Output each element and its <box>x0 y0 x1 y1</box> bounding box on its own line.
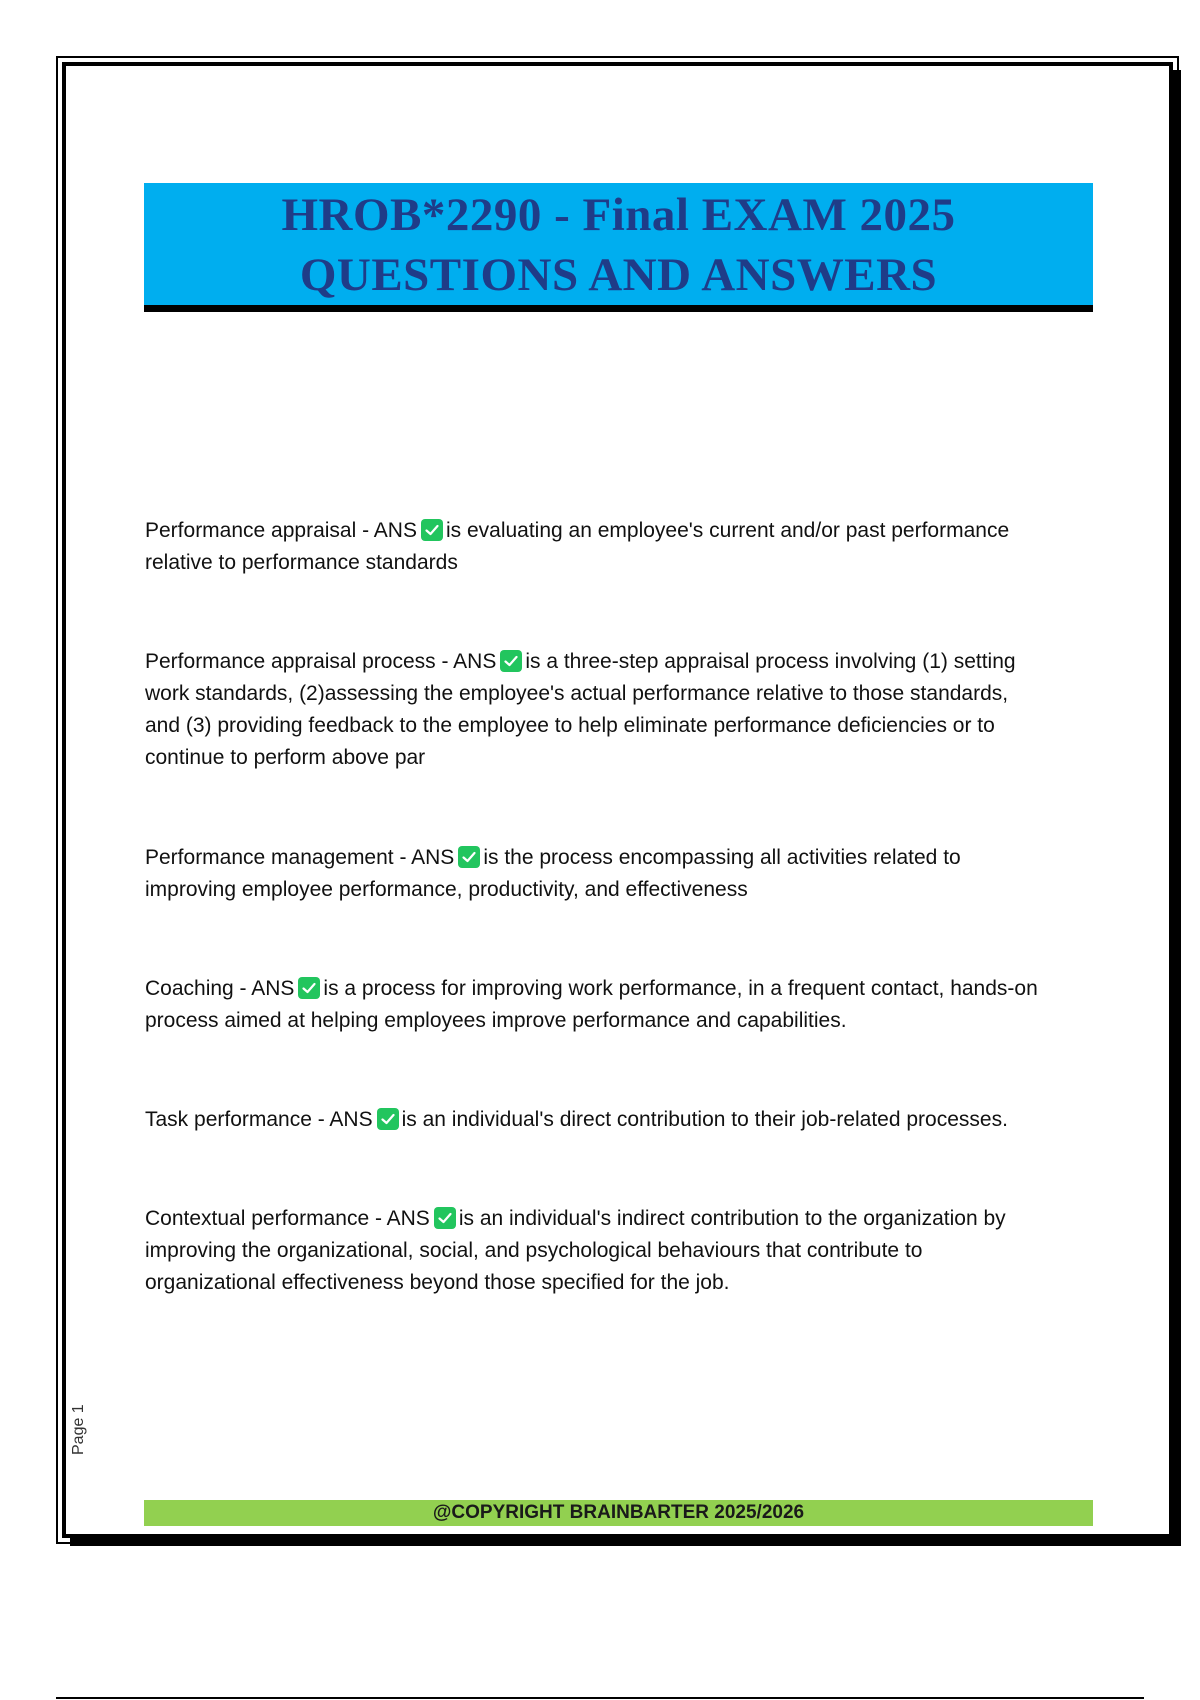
qa-term: Performance appraisal - ANS <box>145 519 417 542</box>
checkmark-icon <box>434 1207 456 1229</box>
checkmark-icon <box>298 977 320 999</box>
qa-answer: is an individual's indirect contribution to the organization by <box>458 1207 1006 1230</box>
copyright-footer: @COPYRIGHT BRAINBARTER 2025/2026 <box>144 1500 1093 1526</box>
qa-answer: is evaluating an employee's current and/or past performance <box>445 519 1010 542</box>
qa-item <box>145 1203 1006 1299</box>
bottom-divider <box>56 1697 1144 1699</box>
title-line-1: HROB*2290 - Final EXAM 2025 <box>281 189 956 241</box>
checkmark-icon <box>377 1108 399 1130</box>
title-banner <box>144 183 1093 312</box>
qa-answer: is a three-step appraisal process involving (1) setting <box>525 650 1016 673</box>
qa-answer: is the process encompassing all activities related to <box>483 846 961 869</box>
checkmark-icon <box>500 650 522 672</box>
qa-term: Task performance - ANS <box>145 1108 373 1131</box>
qa-item <box>145 515 1009 579</box>
qa-answer: is a process for improving work performance, in a frequent contact, hands-on <box>323 977 1038 1000</box>
qa-answer-line-4: continue to perform above par <box>145 746 426 769</box>
qa-item <box>145 646 1016 774</box>
checkmark-icon <box>421 519 443 541</box>
qa-term: Performance appraisal process - ANS <box>145 650 497 673</box>
qa-term: Coaching - ANS <box>145 977 295 1000</box>
qa-item <box>145 973 1038 1037</box>
page-number-label <box>70 1385 100 1455</box>
qa-answer-cont: improving employee performance, productivity, and effectiveness <box>145 878 748 901</box>
qa-item <box>145 1104 1008 1136</box>
qa-answer-line-3: and (3) providing feedback to the employee to help eliminate performance deficiencies or to <box>145 714 995 737</box>
page-label-text: Page 1 <box>70 1404 87 1455</box>
qa-term: Performance management - ANS <box>145 846 455 869</box>
qa-answer: is an individual's direct contribution to their job-related processes. <box>401 1108 1008 1131</box>
qa-term: Contextual performance - ANS <box>145 1207 430 1230</box>
checkmark-icon <box>458 846 480 868</box>
title-line-2: QUESTIONS AND ANSWERS <box>299 249 938 301</box>
qa-answer-cont: process aimed at helping employees improve performance and capabilities. <box>145 1009 847 1032</box>
qa-answer-line-3: organizational effectiveness beyond those specified for the job. <box>145 1271 730 1294</box>
qa-answer-cont: relative to performance standards <box>145 551 458 574</box>
qa-answer-line-2: improving the organizational, social, and psychological behaviours that contribute to <box>145 1239 923 1262</box>
qa-item <box>145 842 961 906</box>
qa-answer-line-2: work standards, (2)assessing the employee's actual performance relative to those standards, <box>145 682 1009 705</box>
